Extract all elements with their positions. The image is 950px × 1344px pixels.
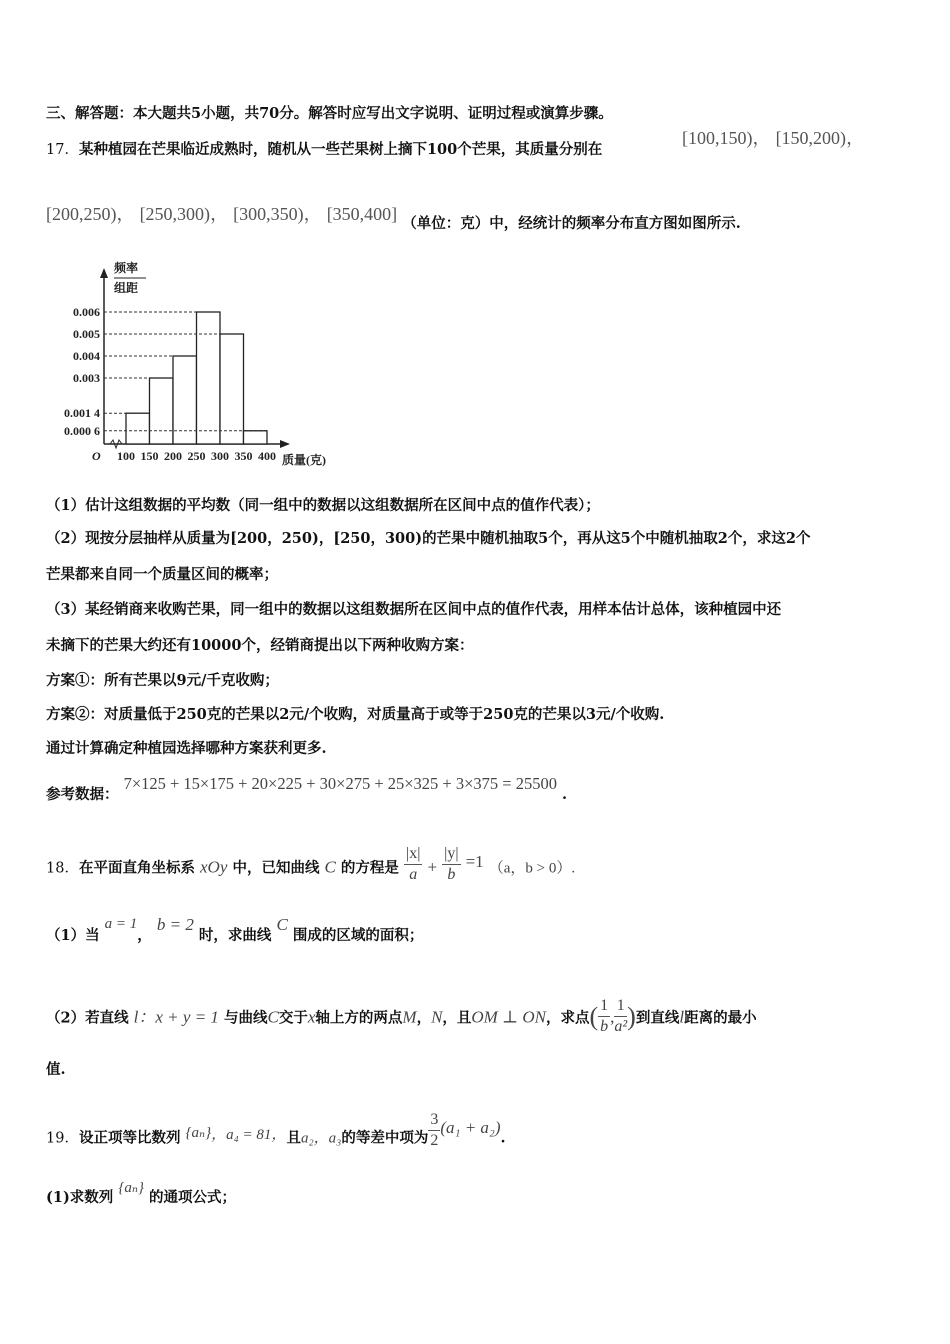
q17-part1: （1）估计这组数据的平均数（同一组中的数据以这组数据所在区间中点的值作代表）； xyxy=(46,497,600,514)
curve-c: C xyxy=(324,857,336,877)
q18-p1-text-a: （1）当 xyxy=(46,927,100,944)
q18-p1-text-c: 围成的区域的面积； xyxy=(292,927,424,944)
q19-line1 xyxy=(46,1111,506,1159)
sequence-an: {aₙ} xyxy=(185,1124,212,1141)
q17-intro: 某种植园在芒果临近成熟时，随机从一些芒果树上摘下100个芒果，其质量分别在 xyxy=(78,141,603,158)
y-tick-label: 0.006 xyxy=(73,305,100,319)
perpendicular-condition: OM ⊥ ON xyxy=(471,1007,546,1027)
q19-part1 xyxy=(46,1180,237,1208)
x-axis-arrow xyxy=(280,440,290,448)
q17-part3-line2: 未摘下的芒果大约还有10000个，经销商提出以下两种收购方案： xyxy=(46,637,474,654)
x-tick-label: 250 xyxy=(187,449,206,463)
x-axis-ref: x xyxy=(307,1007,316,1027)
histogram-bar xyxy=(197,312,221,444)
interval-2: [150,200) xyxy=(775,128,847,148)
plus-sign: + xyxy=(427,857,438,877)
fraction-y-over-b: $\frac{|y|}{b}$ xyxy=(444,845,459,883)
a-equals-1: a = 1 xyxy=(104,916,138,932)
section-header: 三、解答题：本大题共5小题，共70分。解答时应写出文字说明、证明过程或演算步骤。 xyxy=(46,105,613,122)
line-equation: ：x + y = 1 xyxy=(138,1007,219,1027)
sum-expression: (a₁ + a₂) xyxy=(440,1117,501,1137)
q17-plan2: 方案②：对质量低于250克的芒果以2元/个收购，对质量高于或等于250克的芒果以3元/个收购. xyxy=(46,706,665,723)
y-tick-label: 0.005 xyxy=(73,327,100,341)
a4-value: ，a₄ = 81， xyxy=(211,1126,287,1143)
q18-p2-text-h: 距离的最小 xyxy=(684,1009,757,1027)
reference-label: 参考数据： xyxy=(46,786,119,803)
q19-text-c: 的等差中项为 xyxy=(341,1129,429,1147)
q18-number: 18． xyxy=(46,860,79,877)
y-tick-label: 0.004 xyxy=(73,349,100,363)
q18-p2-text-b: 与曲线 xyxy=(224,1009,268,1027)
q18-text-c: 的方程是 xyxy=(340,859,399,877)
q19-text-b: 且 xyxy=(286,1129,301,1147)
q17-intervals-row1: [100,150)， [150,200)， xyxy=(682,128,865,148)
line-l-ref: l xyxy=(679,1007,685,1027)
interval-1: [100,150) xyxy=(682,128,753,148)
x-axis-label: 质量(克) xyxy=(282,453,326,467)
interval-6: [350,400] xyxy=(326,204,398,224)
y-tick-label: 0.000 6 xyxy=(64,423,100,438)
q17-unit-text: （单位：克）中，经统计的频率分布直方图如图所示. xyxy=(402,215,741,232)
x-tick-label: 200 xyxy=(164,449,182,463)
terms-a2-a3: a₂，a₃ xyxy=(300,1130,342,1147)
curve-c-ref-2: C xyxy=(267,1007,279,1027)
q18-part1 xyxy=(46,915,424,946)
q17-part2-line2: 芒果都来自同一个质量区间的概率； xyxy=(46,566,278,583)
q19-period: . xyxy=(500,1129,506,1147)
fraction-x-over-a: $\frac{|x|}{a}$ xyxy=(405,845,421,883)
interval-3: [200,250) xyxy=(46,204,117,224)
interval-5: [300,350) xyxy=(233,204,304,224)
q18-p2-text-d: 轴上方的两点 xyxy=(315,1009,403,1027)
q19-number: 19． xyxy=(46,1130,79,1147)
reference-period: . xyxy=(562,786,568,803)
y-axis-arrow xyxy=(100,268,108,278)
q18-part2-line1: （2）若直线 l：x + y = 1 与曲线C交于x轴上方的两点M，N，且OM ⊥ ON，求点( $\frac{1}{b}$ , $\frac{1}{\text{a²}}$ )到直线l距离的最小 xyxy=(46,997,757,1035)
x-tick-label: 400 xyxy=(258,449,276,463)
histogram-bar xyxy=(126,413,150,444)
q19-p1-text-a: (1)求数列 xyxy=(46,1189,114,1206)
fraction-three-halves: $\frac{3}{2}$ xyxy=(430,1111,439,1149)
sequence-an-ref: {aₙ} xyxy=(118,1180,144,1196)
origin-label: O xyxy=(92,449,101,463)
q17-number: 17． xyxy=(46,142,79,158)
point-n: N xyxy=(431,1007,443,1027)
histogram-bar xyxy=(220,334,244,444)
line-l: l xyxy=(133,1007,139,1027)
y-label-bottom: 组距 xyxy=(114,281,139,295)
q17-reference xyxy=(46,774,568,805)
q19-p1-text-b: 的通项公式； xyxy=(149,1189,237,1206)
q18-p2-text-c: 交于 xyxy=(278,1009,308,1027)
q17-part2-line1: （2）现按分层抽样从质量为[200，250)，[250，300)的芒果中随机抽取5个，再从这5个中随机抽取2个，求这2个 xyxy=(46,530,811,547)
q18-p2-text-a: （2）若直线 xyxy=(46,1009,129,1027)
q18-p2-text-e: ，且 xyxy=(442,1009,472,1027)
point-coord-1: $\frac{1}{b}$ xyxy=(600,997,609,1035)
reference-formula: 7×125 + 15×175 + 20×225 + 30×275 + 25×325 + 3×375 = 25500 xyxy=(123,774,557,793)
q18-condition: （a，b > 0）. xyxy=(488,860,576,877)
q18-text-b: 中，已知曲线 xyxy=(232,859,320,877)
y-label-top: 频率 xyxy=(114,261,139,275)
q17-ask: 通过计算确定种植园选择哪种方案获利更多. xyxy=(46,740,327,757)
x-tick-label: 150 xyxy=(140,449,159,463)
q18-p2-text-g: 到直线 xyxy=(635,1009,680,1027)
frequency-histogram xyxy=(58,258,358,474)
q17-part3-line1: （3）某经销商来收购芒果，同一组中的数据以这组数据所在区间中点的值作代表，用样本估计总体，该种植园中还 xyxy=(46,601,782,618)
x-tick-label: 300 xyxy=(211,449,229,463)
curve-c-ref: C xyxy=(276,915,288,934)
q17-line1 xyxy=(46,140,602,160)
q18-text-a: 在平面直角坐标系 xyxy=(78,859,195,877)
equals-one: =1 xyxy=(465,851,484,871)
q17-line2: [200,250)， [250,300)， [300,350)， [350,400] （单位：克）中，经统计的频率分布直方图如图所示. xyxy=(46,204,741,232)
q18-p1-text-b: 时，求曲线 xyxy=(198,927,272,944)
point-coord-2: $\frac{1}{\text{a²}}$ xyxy=(614,997,628,1035)
q18-p1-comma: ， xyxy=(137,927,152,944)
y-tick-label: 0.001 4 xyxy=(64,406,100,421)
histogram-bar xyxy=(150,378,174,444)
b-equals-2: b = 2 xyxy=(156,915,194,934)
q17-plan1: 方案①：所有芒果以9元/千克收购； xyxy=(46,672,279,689)
q18-p2-text-f: ，求点 xyxy=(545,1009,590,1027)
q18-line1 xyxy=(46,845,576,889)
q19-text-a: 设正项等比数列 xyxy=(78,1129,181,1147)
point-m: M xyxy=(402,1007,417,1027)
q18-part2-line2: 值. xyxy=(46,1061,66,1078)
x-tick-label: 350 xyxy=(234,449,253,463)
coord-system: xOy xyxy=(200,857,228,877)
interval-4: [250,300) xyxy=(139,204,211,224)
histogram-bar xyxy=(244,431,268,444)
x-tick-label: 100 xyxy=(117,449,135,463)
y-tick-label: 0.003 xyxy=(73,371,100,385)
